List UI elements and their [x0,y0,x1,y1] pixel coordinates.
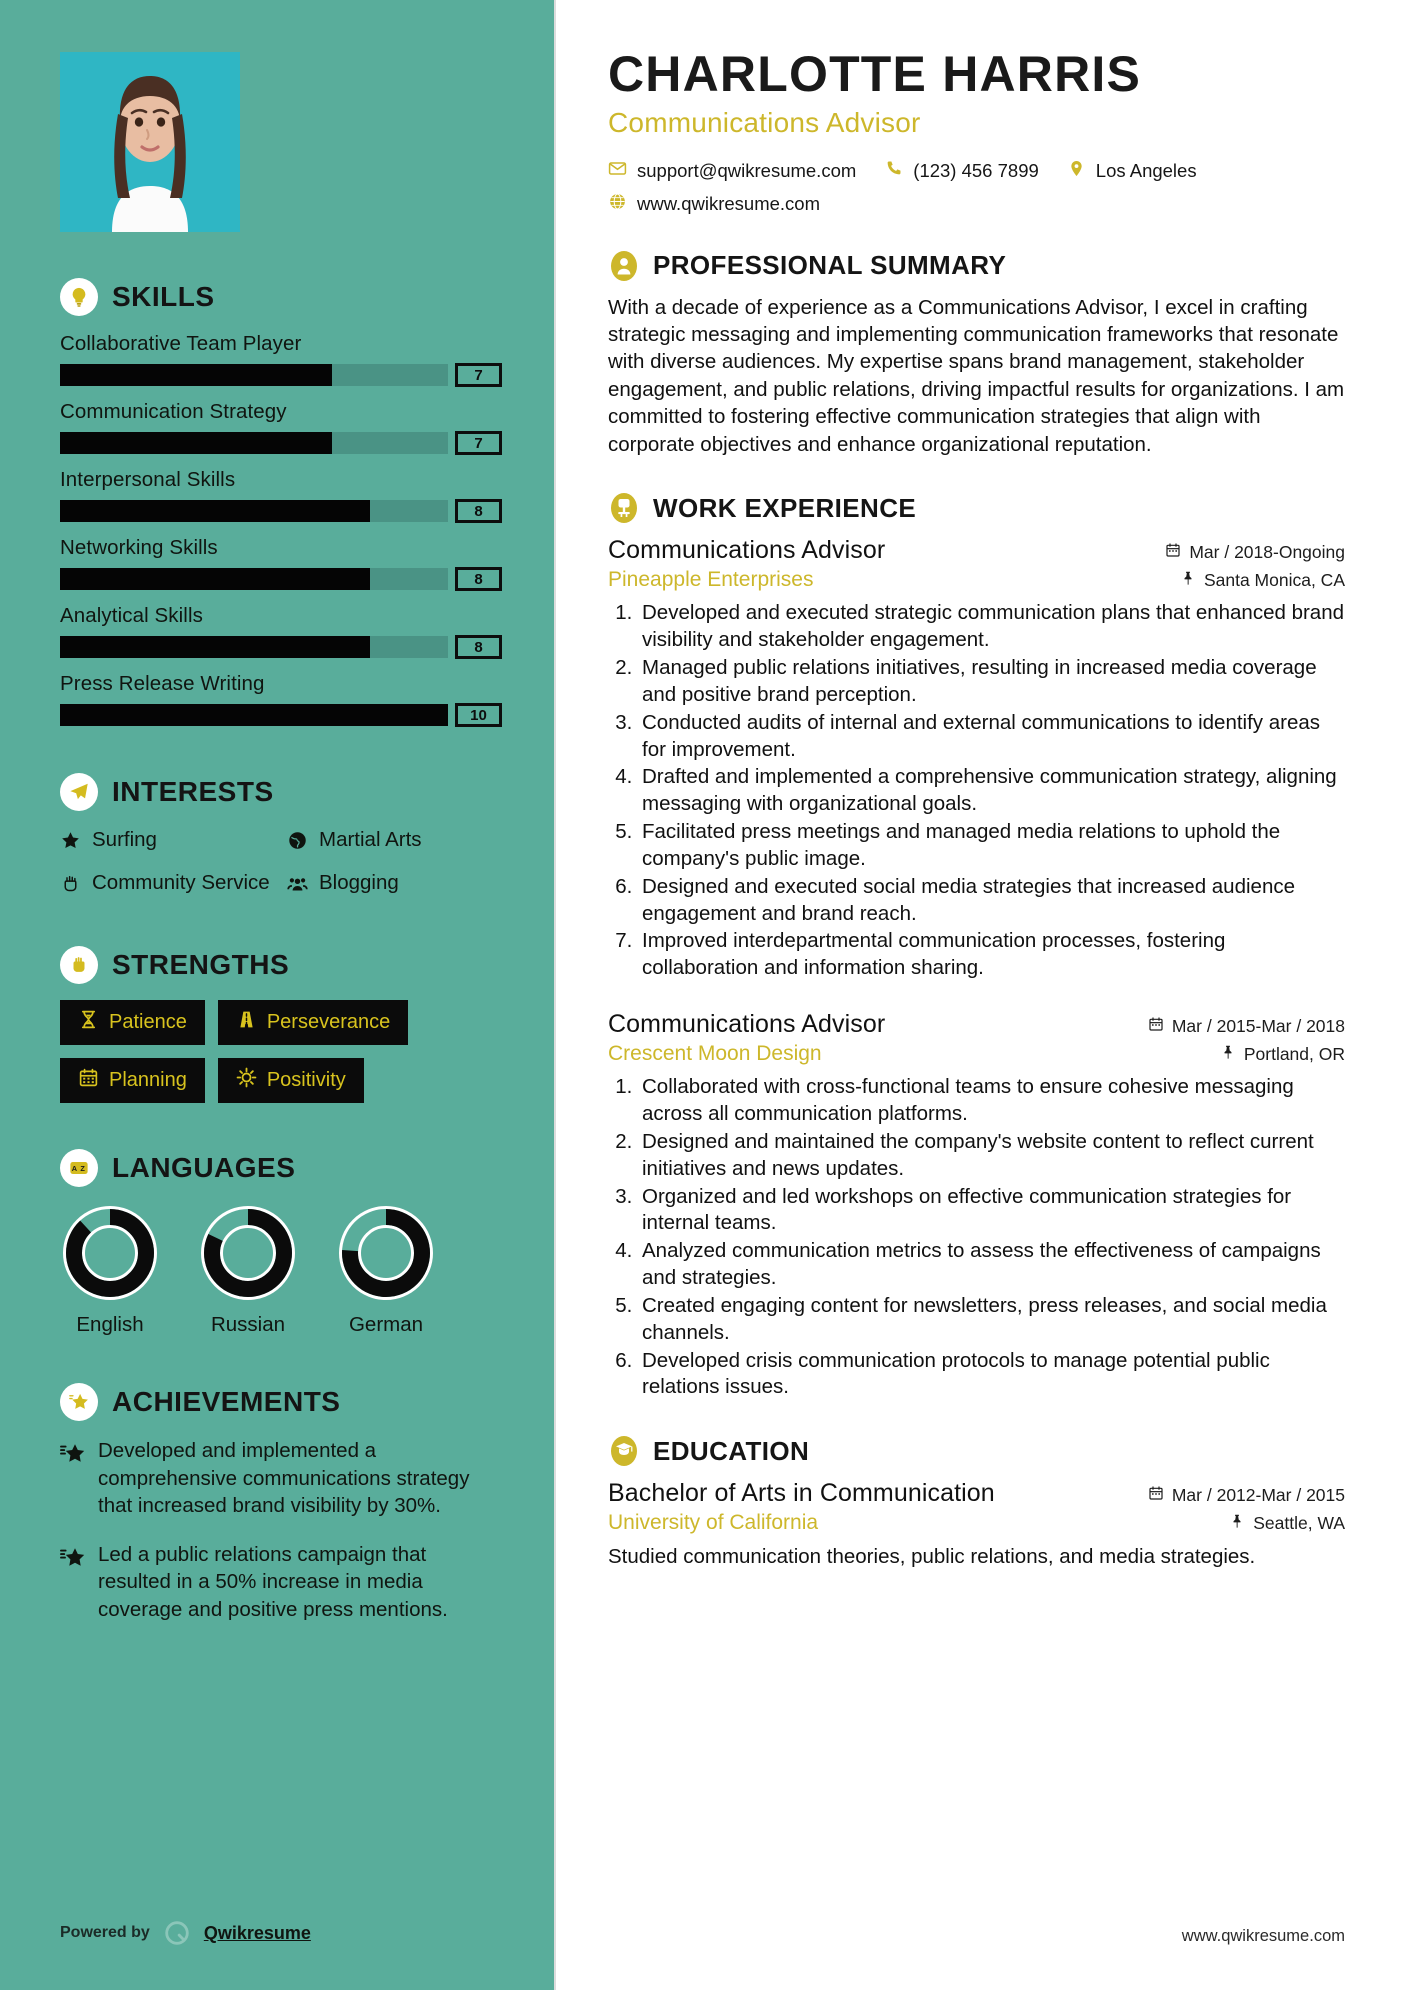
interest-item [287,827,504,858]
interests-header [60,773,504,811]
job-bullet: 1. Developed and executed strategic communication plans that enhanced brand visibility and stakeholder engagement. [638,600,1345,654]
professional-summary-header [608,250,1345,282]
pushpin-icon [1220,1044,1236,1065]
strengths-header [60,946,504,984]
skill-bar-row [60,431,504,455]
language-label: Russian [210,1313,286,1337]
skill-bar-track [60,364,448,386]
education-location [1229,1513,1345,1534]
skill-bar-track [60,500,448,522]
strength-label: Patience [109,1011,187,1034]
strength-chip [60,1000,205,1045]
pushpin-icon [1229,1513,1245,1534]
achievements-header [60,1383,504,1421]
skill-label: Networking Skills [60,536,218,559]
skill-item [60,672,504,727]
paper-plane-icon [60,773,98,811]
skill-bar-track [60,636,448,658]
education-entry [608,1479,1345,1570]
skills-title: SKILLS [112,281,215,312]
achievement-text: Led a public relations campaign that resulted in a 50% increase in media coverage and positive press mentions. [98,1543,448,1621]
interest-label: Blogging [319,870,399,894]
calendar-icon [1165,542,1181,563]
star-badge-icon [60,1383,98,1421]
avatar [60,52,240,232]
job-location-text: Santa Monica, CA [1203,570,1345,591]
skill-value-badge: 8 [455,499,502,523]
skill-bar-row [60,499,504,523]
skill-bar-row [60,567,504,591]
skill-bar-row [60,363,504,387]
job-bullet: 4. Analyzed communication metrics to assess the effectiveness of campaigns and strategies. [638,1238,1345,1292]
professional-summary-text: With a decade of experience as a Communications Advisor, I excel in crafting strategic messaging and implementing communication frameworks that resonate with diverse audiences. My expertise spans brand management, stakeholder engagement, and public relations, driving impactful results for organizations. I am committed to fostering effective communication strategies that align with corporate objectives and enhance organizational reputation. [608,295,1345,456]
education-title: EDUCATION [653,1435,810,1466]
phone-icon [884,159,903,183]
jobs-list [608,536,1345,1401]
job-bullet: 4. Drafted and implemented a comprehensive communication strategy, aligning messaging with organizational goals. [638,764,1345,818]
job-dates [1148,1016,1345,1037]
star-icon [60,827,81,858]
skill-bar-track [60,432,448,454]
skill-bar-row [60,703,504,727]
contact-line-2 [608,192,1345,216]
skill-label: Press Release Writing [60,672,265,695]
graduation-icon [608,1435,640,1467]
education-entry-top [608,1479,1345,1508]
lightbulb-icon [60,278,98,316]
main-footer-url: www.qwikresume.com [1181,1927,1345,1945]
job-entry-sub [608,1042,1345,1066]
svg-text:Z: Z [80,1164,85,1173]
job-bullet: 5. Facilitated press meetings and managed media relations to uphold the company's public image. [638,819,1345,873]
language-label: English [76,1313,144,1337]
interest-item [60,827,277,858]
language-label: German [348,1313,424,1337]
job-title: Communications Advisor [608,1010,886,1039]
job-bullet: 7. Improved interdepartmental communication processes, fostering collaboration and information sharing. [638,928,1345,982]
language-item [336,1203,436,1337]
road-icon [236,1009,257,1036]
contact-website[interactable] [608,192,820,216]
strength-label: Planning [109,1069,187,1092]
hand-icon [60,870,81,901]
envelope-icon [608,159,627,183]
achievements-list [60,1437,504,1623]
office-chair-icon [608,492,640,524]
education-description: Studied communication theories, public relations, and media strategies. [608,1545,1256,1569]
fist-icon [60,946,98,984]
job-company: Crescent Moon Design [608,1042,822,1066]
skill-bar-fill [60,704,448,726]
interest-item [60,870,277,901]
skill-item [60,468,504,523]
strengths-section [60,946,504,1103]
work-experience-section [608,492,1345,1401]
job-dates [1165,542,1345,563]
strengths-list [60,1000,504,1103]
ach-star-icon [60,1541,86,1623]
job-bullets [608,1074,1345,1401]
job-entry [608,536,1345,982]
skill-bar-fill [60,636,370,658]
contact-block [608,159,1345,216]
skills-header [60,278,504,316]
work-experience-title: WORK EXPERIENCE [653,492,917,523]
job-company: Pineapple Enterprises [608,568,814,592]
skill-item [60,400,504,455]
contact-location [1067,159,1197,183]
languages-section [60,1149,504,1337]
sun-icon [236,1067,257,1094]
skill-label: Analytical Skills [60,604,203,627]
job-dates-text: Mar / 2018-Ongoing [1189,542,1345,563]
job-bullet: 5. Created engaging content for newsletters, press releases, and social media channels. [638,1293,1345,1347]
job-bullet: 3. Organized and led workshops on effective communication strategies for internal teams. [638,1184,1345,1238]
strength-chip [218,1000,408,1045]
interest-item [287,870,504,901]
job-bullet: 2. Designed and maintained the company's website content to reflect current initiatives and news updates. [638,1129,1345,1183]
skill-label: Communication Strategy [60,400,287,423]
job-dates-text: Mar / 2015-Mar / 2018 [1171,1016,1345,1037]
contact-website-text: www.qwikresume.com [637,192,820,214]
achievements-section [60,1383,504,1623]
interests-section [60,773,504,900]
interest-label: Community Service [92,870,270,894]
ach-star-icon [60,1437,86,1519]
school-name: University of California [608,1511,819,1535]
degree-title: Bachelor of Arts in Communication [608,1479,995,1508]
skill-bar-track [60,704,448,726]
skill-bar-track [60,568,448,590]
sidebar [0,0,556,1990]
interest-label: Martial Arts [319,828,422,851]
skill-item [60,332,504,387]
pushpin-icon [1180,570,1196,591]
interests-title: INTERESTS [112,776,274,807]
job-bullet: 2. Managed public relations initiatives, resulting in increased media coverage and positive brand perception. [638,655,1345,709]
calendar-icon [78,1067,99,1094]
skill-value-badge: 10 [455,703,502,727]
users-icon [287,870,308,901]
skill-label: Collaborative Team Player [60,332,302,355]
job-bullet: 6. Developed crisis communication protocols to manage potential public relations issues. [638,1348,1345,1402]
interests-list [60,827,504,900]
qwikresume-logo-icon [164,1920,190,1946]
svg-text:A: A [71,1164,78,1173]
strength-chip [218,1058,364,1103]
contact-email[interactable] [608,159,856,183]
person-circle-icon [608,250,640,282]
skill-bar-fill [60,568,370,590]
skill-bar-fill [60,432,332,454]
job-location [1180,570,1345,591]
job-title: Communications Advisor [608,536,886,565]
powered-by-label: Powered by [60,1924,150,1941]
job-entry-top [608,536,1345,565]
hourglass-icon [78,1009,99,1036]
job-role-subtitle: Communications Advisor [608,106,921,138]
job-location-text: Portland, OR [1243,1044,1345,1065]
interest-label: Surfing [92,828,157,851]
calendar-icon [1148,1485,1164,1506]
skill-bar-row [60,635,504,659]
contact-phone-text: (123) 456 7899 [913,159,1039,181]
map-pin-icon [1067,159,1086,183]
job-entry-top [608,1010,1345,1039]
az-translate-icon [60,1149,98,1187]
contact-email-text: support@qwikresume.com [637,159,857,181]
achievement-item [60,1541,504,1623]
education-entry-sub [608,1511,1345,1535]
skill-item [60,536,504,591]
skill-value-badge: 8 [455,635,502,659]
skills-list [60,332,504,727]
job-entry [608,1010,1345,1401]
main-column [556,0,1407,1990]
strength-label: Positivity [266,1069,346,1092]
language-item [60,1203,160,1337]
contact-line-1 [608,159,1345,183]
job-bullets [608,600,1345,982]
languages-title: LANGUAGES [112,1152,296,1184]
globe-solid-icon [287,827,308,858]
language-donut-chart [60,1203,160,1303]
language-donut-chart [198,1203,298,1303]
job-bullet: 3. Conducted audits of internal and external communications to identify areas for improvement. [638,710,1345,764]
language-item [198,1203,298,1337]
education-header [608,1435,1345,1467]
achievement-item [60,1437,504,1519]
strengths-title: STRENGTHS [112,949,290,981]
job-location [1220,1044,1345,1065]
skill-value-badge: 8 [455,567,502,591]
professional-summary-title: PROFESSIONAL SUMMARY [653,250,1007,280]
globe-icon [608,192,627,216]
professional-summary-section [608,250,1345,459]
education-location-text: Seattle, WA [1253,1513,1345,1534]
qwikresume-link[interactable]: Qwikresume [203,1922,311,1943]
job-entry-sub [608,568,1345,592]
languages-header [60,1149,504,1187]
skill-label: Interpersonal Skills [60,468,236,491]
strength-label: Perseverance [266,1011,391,1034]
contact-location-text: Los Angeles [1095,159,1197,181]
strength-chip [60,1058,205,1103]
contact-phone[interactable] [884,159,1039,183]
sidebar-footer [60,1920,311,1946]
skill-value-badge: 7 [455,363,502,387]
languages-list [60,1203,504,1337]
job-bullet: 1. Collaborated with cross-functional teams to ensure cohesive messaging across all communication platforms. [638,1074,1345,1128]
skill-item [60,604,504,659]
education-dates-text: Mar / 2012-Mar / 2015 [1171,1485,1345,1506]
job-bullet: 6. Designed and executed social media strategies that increased audience engagement and brand reach. [638,874,1345,928]
achievements-title: ACHIEVEMENTS [112,1386,341,1418]
skills-section [60,278,504,727]
work-experience-header [608,492,1345,524]
skill-value-badge: 7 [455,431,502,455]
skill-bar-fill [60,500,370,522]
education-section [608,1435,1345,1570]
page-title: CHARLOTTE HARRIS [608,46,1142,102]
skill-bar-fill [60,364,332,386]
calendar-icon [1148,1016,1164,1037]
language-donut-chart [336,1203,436,1303]
achievement-text: Developed and implemented a comprehensive communications strategy that increased brand visibility by 30%. [98,1439,470,1517]
education-dates [1148,1485,1345,1506]
